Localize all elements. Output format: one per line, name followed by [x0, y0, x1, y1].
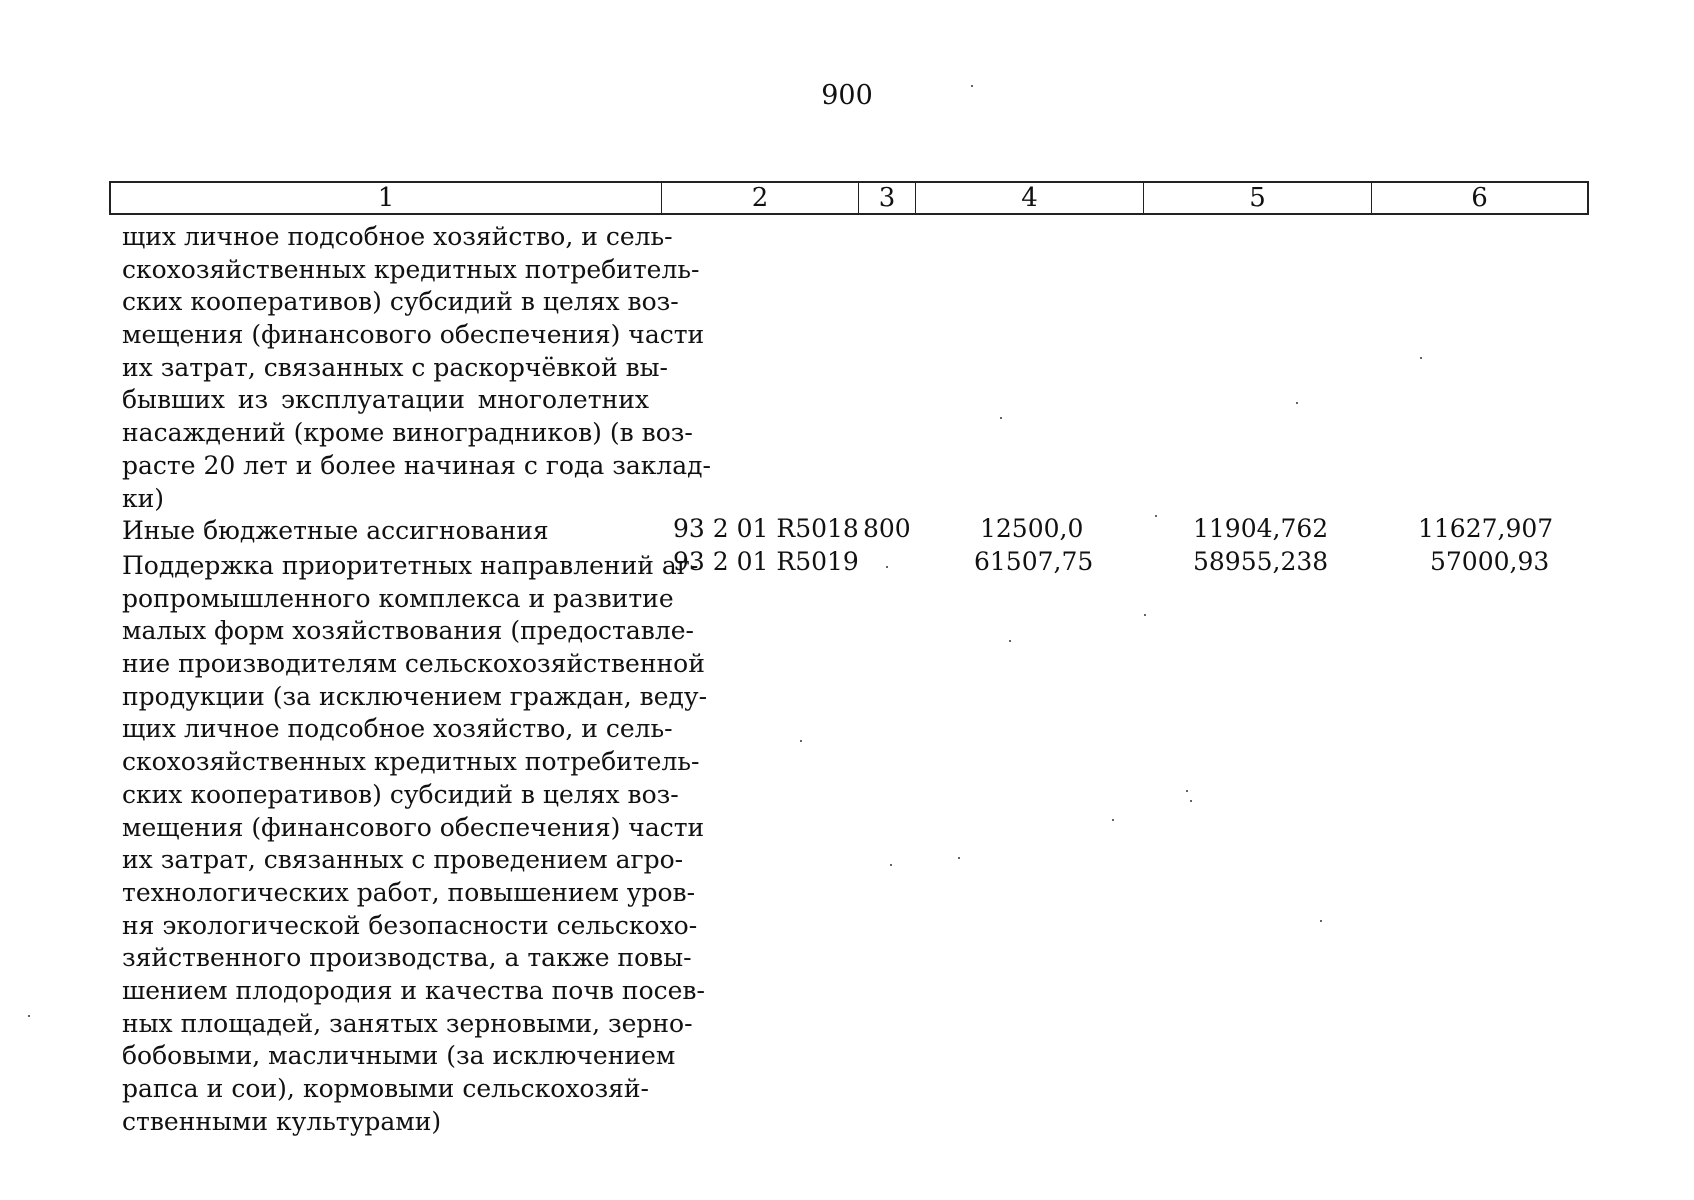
text-line: щих личное подсобное хозяйство, и сель-: [122, 714, 673, 744]
table-header-row: [109, 181, 1589, 215]
text-line: скохозяйственных кредитных потребитель-: [122, 747, 700, 777]
row-support-description: [122, 550, 708, 1138]
text-line: Поддержка приоритетных направлений аг-: [122, 551, 699, 580]
scan-speck: [28, 1015, 30, 1017]
scan-speck: [1190, 800, 1192, 802]
text-line: их затрат, связанных с проведением агро-: [122, 845, 684, 875]
text-line: ственными культурами): [122, 1106, 442, 1136]
text-line: ня экологической безопасности сельскохо-: [122, 910, 698, 940]
scan-speck: [1420, 357, 1422, 359]
row-other-value-6: 11627,907: [1418, 514, 1554, 543]
page-number: 900: [821, 80, 873, 111]
header-col-4: 4: [916, 183, 1144, 213]
header-col-3: 3: [859, 183, 916, 213]
text-line: рапса и сои), кормовыми сельскохозяй-: [122, 1074, 649, 1103]
header-col-1: 1: [111, 183, 662, 213]
row-other-name: Иные бюджетные ассигнования: [122, 516, 549, 545]
row-other-value-4: 12500,0: [980, 514, 1084, 543]
text-line: мещения (финансового обеспечения) части: [122, 320, 705, 350]
text-line: их затрат, связанных с раскорчёвкой вы-: [122, 352, 669, 382]
scan-speck: [886, 566, 888, 568]
header-col-2: 2: [662, 183, 859, 213]
text-line: расте 20 лет и более начиная с года заклад-: [122, 450, 712, 480]
scan-speck: [1320, 920, 1322, 922]
text-line: продукции (за исключением граждан, веду-: [122, 681, 708, 711]
header-col-6: 6: [1471, 183, 1488, 213]
scan-speck: [1112, 819, 1114, 821]
row-other-value-5: 11904,762: [1193, 514, 1329, 543]
text-line: ских кооперативов) субсидий в целях воз-: [122, 287, 679, 317]
text-line: скохозяйственных кредитных потребитель-: [122, 254, 700, 284]
row-other-code: 93 2 01 R5018: [673, 514, 859, 543]
text-line: ропромышленного комплекса и развитие: [122, 583, 674, 613]
scan-speck: [1144, 614, 1146, 616]
row-support-value-5: 58955,238: [1193, 547, 1329, 576]
header-col-5: 5: [1144, 183, 1372, 213]
text-line: технологических работ, повышением уров-: [122, 877, 696, 907]
scan-speck: [1155, 515, 1157, 517]
scan-speck: [971, 85, 973, 87]
row-support-code: 93 2 01 R5019: [673, 547, 859, 576]
scan-speck: [800, 740, 802, 742]
scan-speck: [1186, 790, 1188, 792]
text-line: малых форм хозяйствования (предоставле-: [122, 616, 694, 646]
text-line: щих личное подсобное хозяйство, и сель-: [122, 222, 673, 251]
scan-speck: [958, 857, 960, 859]
row-support-value-4: 61507,75: [974, 547, 1094, 576]
text-line: ских кооперативов) субсидий в целях воз-: [122, 779, 679, 809]
text-line: мещения (финансового обеспечения) части: [122, 812, 705, 842]
text-line: ных площадей, занятых зерновыми, зерно-: [122, 1008, 693, 1038]
row-support-value-6: 57000,93: [1430, 547, 1550, 576]
text-line: ние производителям сельскохозяйственной: [122, 649, 705, 679]
text-line: зяйственного производства, а также повы-: [122, 943, 692, 973]
scan-speck: [890, 864, 892, 866]
text-line: бобовыми, масличными (за исключением: [122, 1041, 676, 1071]
text-line: шением плодородия и качества почв посев-: [122, 975, 705, 1005]
text-line: ки): [122, 483, 165, 513]
row-other-type: 800: [863, 514, 911, 543]
scan-speck: [1009, 640, 1011, 642]
text-line: насаждений (кроме виноградников) (в воз-: [122, 418, 693, 448]
text-line: бывших из эксплуатации многолетних: [122, 385, 649, 415]
continuation-description: [122, 221, 712, 515]
scan-speck: [1296, 402, 1298, 404]
scan-speck: [1000, 417, 1002, 419]
